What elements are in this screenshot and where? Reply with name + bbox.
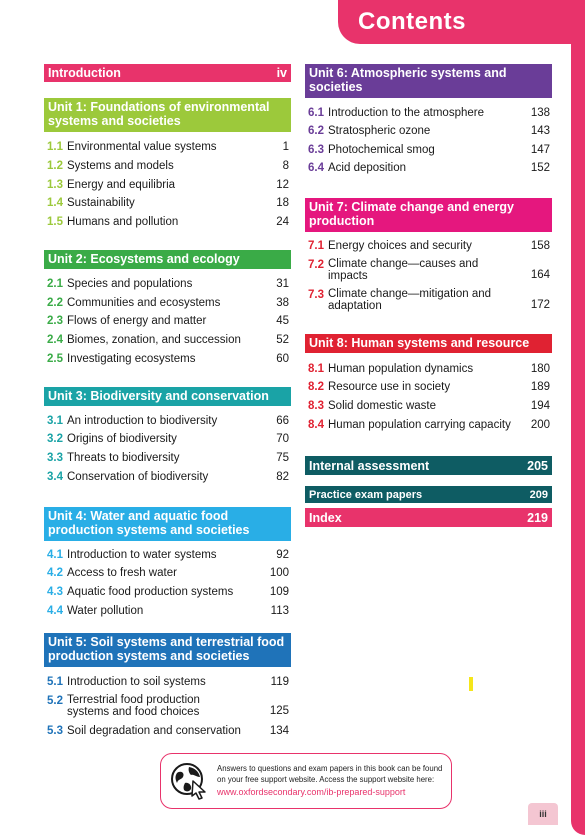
toc-item-8-1[interactable] xyxy=(305,363,552,376)
item-title: Photochemical smog xyxy=(328,144,435,156)
toc-item-4-1[interactable] xyxy=(44,549,291,562)
item-title: Biomes, zonation, and succession xyxy=(67,334,241,346)
item-number: 4.4 xyxy=(47,605,63,617)
support-text-block xyxy=(217,764,443,798)
item-page: 52 xyxy=(276,334,289,346)
item-page: 134 xyxy=(269,725,289,737)
support-description: Answers to questions and exam papers in this book can be found on your free support website. Access the support website here: xyxy=(217,764,443,784)
unit-4-header[interactable] xyxy=(44,507,291,541)
unit-3-header[interactable] xyxy=(44,387,291,406)
globe-cursor-icon xyxy=(169,761,209,801)
item-title: Human population carrying capacity xyxy=(328,419,511,431)
item-page: 158 xyxy=(530,240,550,252)
item-number: 6.3 xyxy=(308,144,324,156)
item-number: 1.5 xyxy=(47,216,63,228)
toc-item-5-1[interactable] xyxy=(44,676,291,689)
item-number: 5.3 xyxy=(47,725,63,737)
unit-title: Unit 1: Foundations of environmental systems and societies xyxy=(48,100,270,128)
item-page: 82 xyxy=(276,471,289,483)
item-number: 3.2 xyxy=(47,433,63,445)
item-title: Threats to biodiversity xyxy=(67,452,180,464)
item-number: 2.3 xyxy=(47,315,63,327)
unit-title: Unit 7: Climate change and energy production xyxy=(309,200,514,228)
toc-item-5-3[interactable] xyxy=(44,725,291,738)
item-title: Stratospheric ozone xyxy=(328,125,431,137)
unit-title: Unit 4: Water and aquatic food production systems and societies xyxy=(48,509,250,537)
item-number: 2.1 xyxy=(47,278,63,290)
item-title: Sustainability xyxy=(67,197,135,209)
item-number: 5.1 xyxy=(47,676,63,688)
item-title: Species and populations xyxy=(67,278,193,290)
introduction-page: iv xyxy=(276,66,287,80)
toc-item-2-4[interactable] xyxy=(44,334,291,347)
toc-item-1-2[interactable] xyxy=(44,160,291,173)
toc-item-3-3[interactable] xyxy=(44,452,291,465)
item-title: Acid deposition xyxy=(328,162,406,174)
item-title: Introduction to water systems xyxy=(67,549,217,561)
item-title: Environmental value systems xyxy=(67,141,217,153)
entry-page: 219 xyxy=(527,510,548,525)
item-page: 75 xyxy=(276,452,289,464)
internal-assessment-entry[interactable] xyxy=(305,456,552,475)
item-number: 6.4 xyxy=(308,162,324,174)
item-page: 109 xyxy=(269,586,289,598)
item-page: 92 xyxy=(276,549,289,561)
item-number: 6.1 xyxy=(308,107,324,119)
entry-page: 209 xyxy=(529,488,548,501)
toc-item-4-4[interactable] xyxy=(44,605,291,618)
item-number: 4.2 xyxy=(47,567,63,579)
item-number: 5.2 xyxy=(47,695,63,707)
unit-8-header[interactable] xyxy=(305,334,552,364)
item-number: 8.4 xyxy=(308,419,324,431)
unit-2-header[interactable] xyxy=(44,250,291,269)
item-page: 100 xyxy=(269,567,289,579)
toc-item-6-4[interactable] xyxy=(305,162,552,175)
highlight-mark xyxy=(469,677,473,691)
item-page: 60 xyxy=(276,353,289,365)
entry-label: Index xyxy=(309,510,342,525)
toc-item-1-1[interactable] xyxy=(44,141,291,154)
toc-item-3-2[interactable] xyxy=(44,433,291,446)
unit-title: Unit 2: Ecosystems and ecology xyxy=(48,252,240,266)
toc-item-6-2[interactable] xyxy=(305,125,552,138)
item-page: 66 xyxy=(276,415,289,427)
introduction-label: Introduction xyxy=(48,66,121,80)
item-page: 152 xyxy=(530,162,550,174)
unit-6-header[interactable] xyxy=(305,64,552,98)
item-title: Energy choices and security xyxy=(328,240,472,252)
item-page: 24 xyxy=(276,216,289,228)
toc-item-2-1[interactable] xyxy=(44,278,291,291)
item-title: Investigating ecosystems xyxy=(67,353,196,365)
item-number: 3.3 xyxy=(47,452,63,464)
item-title: Introduction to the atmosphere xyxy=(328,107,484,119)
item-title: Climate change—causes and impacts xyxy=(328,258,479,282)
item-page: 119 xyxy=(270,676,289,688)
item-page: 31 xyxy=(276,278,289,290)
unit-title: Unit 3: Biodiversity and conservation xyxy=(48,389,269,403)
toc-item-1-4[interactable] xyxy=(44,197,291,210)
item-title: Water pollution xyxy=(67,605,144,617)
unit-title: Unit 8: Human systems and resource use xyxy=(309,336,530,364)
toc-item-6-3[interactable] xyxy=(305,144,552,157)
page-number xyxy=(528,803,558,825)
item-title: Humans and pollution xyxy=(67,216,179,228)
item-page: 138 xyxy=(530,107,550,119)
item-page: 200 xyxy=(530,419,550,431)
item-title: An introduction to biodiversity xyxy=(67,415,218,427)
item-number: 3.1 xyxy=(47,415,63,427)
item-number: 8.1 xyxy=(308,363,324,375)
toc-item-2-5[interactable] xyxy=(44,353,291,366)
item-page: 180 xyxy=(530,363,550,375)
toc-item-7-3[interactable] xyxy=(305,289,552,312)
item-number: 8.3 xyxy=(308,400,324,412)
toc-item-2-3[interactable] xyxy=(44,315,291,328)
item-number: 7.1 xyxy=(308,240,324,252)
support-link[interactable]: www.oxfordsecondary.com/ib-prepared-support xyxy=(217,787,406,798)
item-page: 38 xyxy=(276,297,289,309)
item-page: 194 xyxy=(530,400,550,412)
item-number: 2.5 xyxy=(47,353,63,365)
toc-item-6-1[interactable] xyxy=(305,107,552,120)
page-number-text: iii xyxy=(539,809,547,819)
unit-title: Unit 5: Soil systems and terrestrial food production systems and societies xyxy=(48,635,285,663)
unit-7-header[interactable] xyxy=(305,198,552,232)
item-title: Access to fresh water xyxy=(67,567,177,579)
index-entry[interactable] xyxy=(305,508,552,527)
item-number: 1.2 xyxy=(47,160,63,172)
item-page: 70 xyxy=(276,433,289,445)
item-number: 2.2 xyxy=(47,297,63,309)
toc-item-2-2[interactable] xyxy=(44,297,291,310)
item-title: Flows of energy and matter xyxy=(67,315,207,327)
item-number: 2.4 xyxy=(47,334,63,346)
item-title: Conservation of biodiversity xyxy=(67,471,209,483)
item-title: Climate change—mitigation and adaptation xyxy=(328,288,492,312)
edge-strip xyxy=(571,0,585,800)
item-page: 164 xyxy=(530,269,550,281)
introduction-entry[interactable] xyxy=(44,64,291,82)
item-number: 1.4 xyxy=(47,197,63,209)
support-website-box xyxy=(160,753,452,809)
item-number: 4.1 xyxy=(47,549,63,561)
item-page: 125 xyxy=(269,705,289,717)
toc-item-1-5[interactable] xyxy=(44,216,291,229)
toc-item-8-3[interactable] xyxy=(305,400,552,413)
toc-item-7-2[interactable] xyxy=(305,259,552,282)
item-page: 45 xyxy=(276,315,289,327)
toc-item-7-1[interactable] xyxy=(305,240,552,253)
entry-label: Practice exam papers xyxy=(309,488,423,501)
toc-item-8-4[interactable] xyxy=(305,419,552,432)
unit-5-header[interactable] xyxy=(44,633,291,667)
item-page: 1 xyxy=(282,141,289,153)
toc-item-5-2[interactable] xyxy=(44,695,291,718)
item-page: 189 xyxy=(530,381,550,393)
item-title: Human population dynamics xyxy=(328,363,474,375)
item-page: 8 xyxy=(282,160,289,172)
item-number: 1.1 xyxy=(47,141,63,153)
item-page: 172 xyxy=(530,299,550,311)
entry-page: 205 xyxy=(527,458,548,473)
unit-title: Unit 6: Atmospheric systems and societies xyxy=(309,66,507,94)
toc-item-4-2[interactable] xyxy=(44,567,291,580)
item-title: Aquatic food production systems xyxy=(67,586,234,598)
page-title-text: Contents xyxy=(358,8,466,35)
item-number: 7.2 xyxy=(308,259,324,271)
item-title: Systems and models xyxy=(67,160,174,172)
item-page: 143 xyxy=(530,125,550,137)
entry-label: Internal assessment xyxy=(309,458,430,473)
item-number: 3.4 xyxy=(47,471,63,483)
item-number: 1.3 xyxy=(47,179,63,191)
toc-item-4-3[interactable] xyxy=(44,586,291,599)
edge-strip-bottom xyxy=(571,790,585,835)
toc-item-3-4[interactable] xyxy=(44,471,291,484)
item-page: 12 xyxy=(276,179,289,191)
item-page: 147 xyxy=(530,144,550,156)
toc-item-8-2[interactable] xyxy=(305,381,552,394)
toc-item-1-3[interactable] xyxy=(44,179,291,192)
item-title: Resource use in society xyxy=(328,381,451,393)
item-title: Terrestrial food production systems and food choices xyxy=(67,694,200,718)
item-page: 18 xyxy=(276,197,289,209)
toc-item-3-1[interactable] xyxy=(44,415,291,428)
item-title: Communities and ecosystems xyxy=(67,297,221,309)
unit-1-header[interactable] xyxy=(44,98,291,132)
item-page: 113 xyxy=(270,605,289,617)
practice-exam-entry[interactable] xyxy=(305,486,552,503)
item-number: 8.2 xyxy=(308,381,324,393)
page-title xyxy=(338,0,585,44)
item-title: Energy and equilibria xyxy=(67,179,176,191)
item-number: 6.2 xyxy=(308,125,324,137)
item-title: Introduction to soil systems xyxy=(67,676,206,688)
item-number: 4.3 xyxy=(47,586,63,598)
item-title: Soil degradation and conservation xyxy=(67,725,241,737)
item-title: Origins of biodiversity xyxy=(67,433,177,445)
item-title: Solid domestic waste xyxy=(328,400,437,412)
item-number: 7.3 xyxy=(308,289,324,301)
